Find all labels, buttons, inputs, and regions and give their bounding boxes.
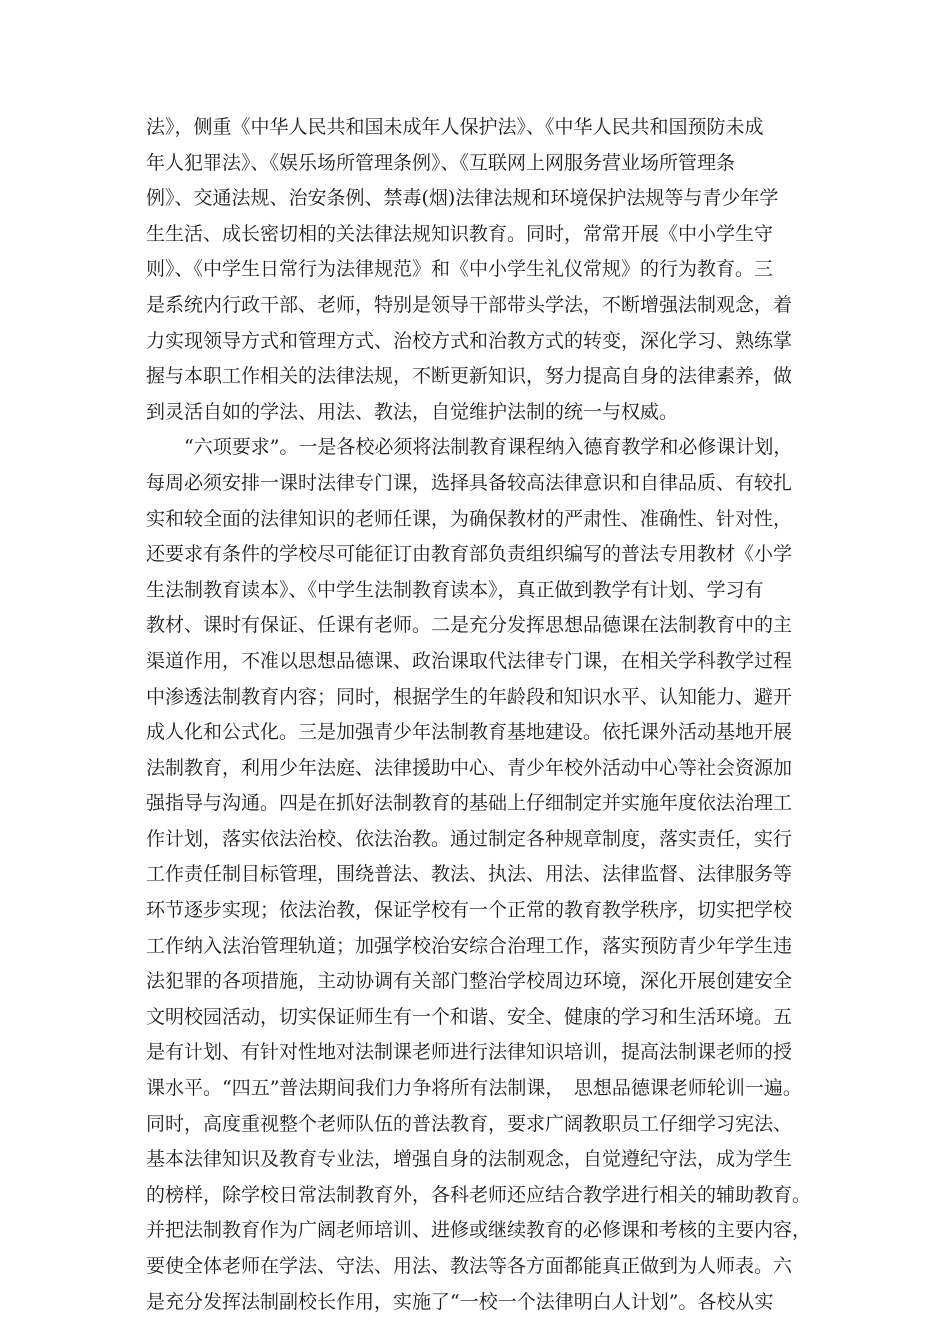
text-line: 中渗透法制教育内容；同时，根据学生的年龄段和知识水平、认知能力、避开 [146, 685, 793, 708]
text-line: 到灵活自如的学法、用法、教法，自觉维护法制的统一与权威。 [146, 400, 679, 423]
text-line: 教材、课时有保证、任课有老师。二是充分发挥思想品德课在法制教育中的主 [146, 614, 793, 637]
text-line: 作计划，落实依法治校、依法治教。通过制定各种规章制度，落实责任，实行 [146, 827, 793, 850]
text-line: 课水平。“四五”普法期间我们力争将所有法制课， 思想品德课老师轮训一遍。 [146, 1077, 802, 1100]
text-line: 年人犯罪法》、《娱乐场所管理条例》、《互联网上网服务营业场所管理条 [146, 151, 736, 174]
text-line: 力实现领导方式和管理方式、治校方式和治教方式的转变，深化学习、熟练掌 [146, 329, 793, 352]
text-line: 强指导与沟通。四是在抓好法制教育的基础上仔细制定并实施年度依法治理工 [146, 792, 793, 815]
text-line: 并把法制教育作为广阔老师培训、进修或继续教育的必修课和考核的主要内容， [146, 1219, 812, 1242]
text-line: “六项要求”。一是各校必须将法制教育课程纳入德育教学和必修课计划， [146, 436, 793, 459]
text-line: 的榜样，除学校日常法制教育外，各科老师还应结合教学进行相关的辅助教育。 [146, 1183, 812, 1206]
text-line: 每周必须安排一课时法律专门课，选择具备较高法律意识和自律品质、有较扎 [146, 471, 793, 494]
body-text [146, 110, 826, 1320]
text-line: 则》、《中学生日常行为法律规范》和《中小学生礼仪常规》的行为教育。三 [146, 258, 774, 281]
text-line: 是充分发挥法制副校长作用，实施了“一校一个法律明白人计划”。各校从实 [146, 1290, 774, 1313]
text-line: 环节逐步实现；依法治教，保证学校有一个正常的教育教学秩序，切实把学校 [146, 899, 793, 922]
text-line: 渠道作用，不准以思想品德课、政治课取代法律专门课，在相关学科教学过程 [146, 649, 793, 672]
text-line: 基本法律知识及教育专业法，增强自身的法制观念，自觉遵纪守法，成为学生 [146, 1148, 793, 1171]
text-line: 生生活、成长密切相的关法律法规知识教育。同时，常常开展《中小学生守 [146, 222, 774, 245]
text-line: 生法制教育读本》、《中学生法制教育读本》，真正做到教学有计划、学习有 [146, 578, 764, 601]
text-line: 文明校园活动，切实保证师生有一个和谐、安全、健康的学习和生活环境。五 [146, 1005, 793, 1028]
text-line: 法》，侧重《中华人民共和国未成年人保护法》、《中华人民共和国预防未成 [146, 116, 764, 138]
text-line: 要使全体老师在学法、守法、用法、教法等各方面都能真正做到为人师表。六 [146, 1255, 793, 1277]
text-line: 工作责任制目标管理，围绕普法、教法、执法、用法、法律监督、法律服务等 [146, 863, 793, 886]
text-line: 握与本职工作相关的法律法规，不断更新知识，努力提高自身的法律素养，做 [146, 365, 793, 388]
text-line: 例》、交通法规、治安条例、禁毒(烟)法律法规和环境保护法规等与青少年学 [146, 187, 779, 210]
text-line: 是有计划、有针对性地对法制课老师进行法律知识培训，提高法制课老师的授 [146, 1041, 793, 1064]
text-line: 工作纳入法治管理轨道；加强学校治安综合治理工作，落实预防青少年学生违 [146, 934, 793, 957]
text-line: 同时，高度重视整个老师队伍的普法教育，要求广阔教职员工仔细学习宪法、 [146, 1112, 793, 1135]
text-line: 实和较全面的法律知识的老师任课，为确保教材的严肃性、准确性、针对性， [146, 507, 793, 530]
text-line: 是系统内行政干部、老师，特别是领导干部带头学法，不断增强法制观念，着 [146, 293, 793, 316]
text-line: 成人化和公式化。三是加强青少年法制教育基地建设。依托课外活动基地开展 [146, 721, 793, 744]
text-line: 还要求有条件的学校尽可能征订由教育部负责组织编写的普法专用教材《小学 [146, 543, 793, 566]
text-line: 法犯罪的各项措施，主动协调有关部门整治学校周边环境，深化开展创建安全 [146, 970, 793, 993]
text-line: 法制教育，利用少年法庭、法律援助中心、青少年校外活动中心等社会资源加 [146, 756, 793, 779]
